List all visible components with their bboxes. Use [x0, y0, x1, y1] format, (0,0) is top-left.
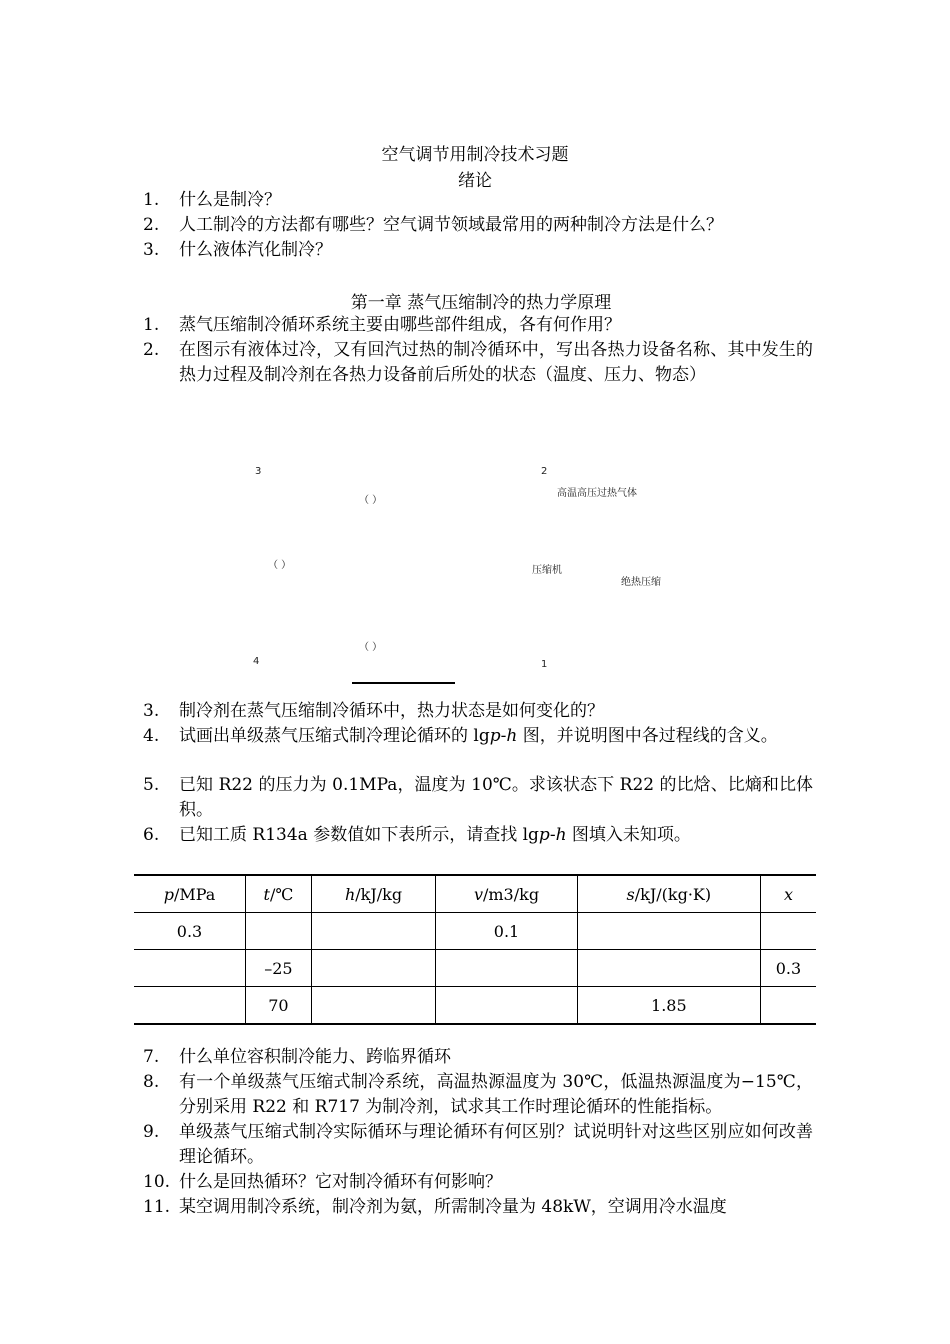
chapter-question-7 — [143, 1045, 813, 1070]
intro-heading: 绪论 — [458, 171, 492, 191]
question-number: 9. — [143, 1122, 160, 1142]
question-text: 什么是回热循环？它对制冷循环有何影响？ — [179, 1172, 502, 1192]
table-row — [134, 913, 816, 950]
table-cell — [134, 987, 246, 1025]
text-dash: - — [549, 825, 556, 845]
question-number: 10. — [143, 1172, 171, 1192]
table-cell — [760, 913, 816, 950]
var-p: p — [489, 726, 501, 746]
question-text: 在图示有液体过冷，又有回汽过热的制冷循环中，写出各热力设备名称、其中发生的热力过程及制冷剂在各热力设备前后所处的状态（温度、压力、物态） — [179, 340, 813, 385]
header-unit: /kJ/kg — [355, 884, 403, 904]
table-cell — [311, 950, 435, 987]
r134a-table — [134, 874, 816, 1025]
chapter-question-11 — [143, 1195, 813, 1220]
header-var: t — [263, 884, 270, 904]
chapter-question-6 — [143, 823, 813, 848]
question-number: 2. — [143, 215, 160, 235]
table-header-row — [134, 875, 816, 913]
table-cell — [760, 987, 816, 1025]
paren-bottom: （ ） — [359, 642, 383, 653]
table-cell — [577, 913, 760, 950]
header-unit: /MPa — [173, 884, 216, 904]
text-part: 已知工质 R134a 参数值如下表所示，请查找 lg — [179, 825, 539, 845]
table-cell — [311, 913, 435, 950]
header-unit: /m3/kg — [482, 884, 540, 904]
question-number: 6. — [143, 825, 160, 845]
page-title: 空气调节用制冷技术习题 — [381, 145, 569, 165]
question-text — [179, 724, 813, 749]
table-cell: 0.3 — [760, 950, 816, 987]
question-text: 人工制冷的方法都有哪些？空气调节领域最常用的两种制冷方法是什么？ — [179, 215, 723, 235]
paren-left: （ ） — [268, 560, 292, 571]
question-number: 1. — [143, 190, 160, 210]
question-number: 1. — [143, 315, 160, 335]
question-text: 什么是制冷？ — [179, 190, 281, 210]
question-number: 8. — [143, 1072, 160, 1092]
table-cell — [246, 913, 312, 950]
header-var: p — [163, 884, 174, 904]
compressor-label: 压缩机 — [532, 565, 562, 576]
hot-gas-label: 高温高压过热气体 — [557, 488, 637, 499]
table-header — [134, 875, 246, 913]
chapter-heading: 第一章 蒸气压缩制冷的热力学原理 — [350, 293, 612, 313]
table-row — [134, 950, 816, 987]
text-part: 试画出单级蒸气压缩式制冷理论循环的 lg — [179, 726, 490, 746]
header-var: s — [626, 884, 635, 904]
table-cell: 1.85 — [577, 987, 760, 1025]
table-header — [436, 875, 578, 913]
table-cell — [436, 987, 578, 1025]
point-3-label: 3 — [255, 466, 262, 477]
question-text: 制冷剂在蒸气压缩制冷循环中，热力状态是如何变化的？ — [179, 701, 604, 721]
table-header — [577, 875, 760, 913]
var-h: h — [506, 726, 518, 746]
paren-top: （ ） — [359, 495, 383, 506]
text-part: 图，并说明图中各过程线的含义。 — [517, 726, 778, 746]
table-header — [246, 875, 312, 913]
chapter-question-3 — [143, 699, 813, 724]
question-number: 3. — [143, 701, 160, 721]
text-dash: - — [500, 726, 507, 746]
header-unit: /kJ/(kg·K) — [634, 884, 712, 904]
chapter-question-5 — [143, 773, 813, 823]
table-cell — [436, 950, 578, 987]
table-cell — [577, 950, 760, 987]
chapter-question-9 — [143, 1120, 813, 1170]
question-number: 7. — [143, 1047, 160, 1067]
point-4-label: 4 — [253, 656, 260, 667]
question-number: 5. — [143, 775, 160, 795]
adiabatic-compression-label: 绝热压缩 — [621, 577, 661, 588]
var-h: h — [555, 825, 567, 845]
var-p: p — [538, 825, 550, 845]
table-row — [134, 987, 816, 1025]
chapter-question-10 — [143, 1170, 813, 1195]
question-text — [179, 823, 813, 848]
question-text: 蒸气压缩制冷循环系统主要由哪些部件组成，各有何作用？ — [179, 315, 621, 335]
header-unit: /℃ — [269, 884, 294, 904]
header-var: v — [473, 884, 483, 904]
point-1-label: 1 — [541, 659, 548, 670]
intro-question-2 — [143, 213, 813, 238]
table-cell: 0.3 — [134, 913, 246, 950]
point-2-label: 2 — [541, 466, 548, 477]
table-cell — [311, 987, 435, 1025]
question-text: 某空调用制冷系统，制冷剂为氨，所需制冷量为 48kW，空调用冷水温度 — [179, 1197, 727, 1217]
question-number: 4. — [143, 726, 160, 746]
question-text: 单级蒸气压缩式制冷实际循环与理论循环有何区别？试说明针对这些区别应如何改善理论循环。 — [179, 1122, 813, 1167]
question-number: 11. — [143, 1197, 171, 1217]
table-cell: 70 — [246, 987, 312, 1025]
question-number: 3. — [143, 240, 160, 260]
chapter-question-4 — [143, 724, 813, 749]
table-cell — [134, 950, 246, 987]
question-text: 什么液体汽化制冷？ — [179, 240, 332, 260]
header-var: h — [344, 884, 356, 904]
question-text: 已知 R22 的压力为 0.1MPa，温度为 10℃。求该状态下 R22 的比焓、比熵和比体积。 — [179, 775, 813, 820]
question-number: 2. — [143, 340, 160, 360]
table-header — [760, 875, 816, 913]
header-var: x — [783, 884, 793, 904]
intro-question-3 — [143, 238, 813, 263]
table-cell: 0.1 — [436, 913, 578, 950]
question-text: 什么单位容积制冷能力、跨临界循环 — [179, 1047, 451, 1067]
text-part: 图填入未知项。 — [566, 825, 691, 845]
intro-question-1 — [143, 188, 813, 213]
chapter-question-8 — [143, 1070, 813, 1120]
chapter-question-2 — [143, 338, 813, 388]
table-cell: –25 — [246, 950, 312, 987]
figure-line — [352, 682, 455, 684]
table-header — [311, 875, 435, 913]
question-text: 有一个单级蒸气压缩式制冷系统，高温热源温度为 30℃，低温热源温度为−15℃，分别采用 R22 和 R717 为制冷剂，试求其工作时理论循环的性能指标。 — [179, 1072, 813, 1117]
chapter-question-1 — [143, 313, 813, 338]
